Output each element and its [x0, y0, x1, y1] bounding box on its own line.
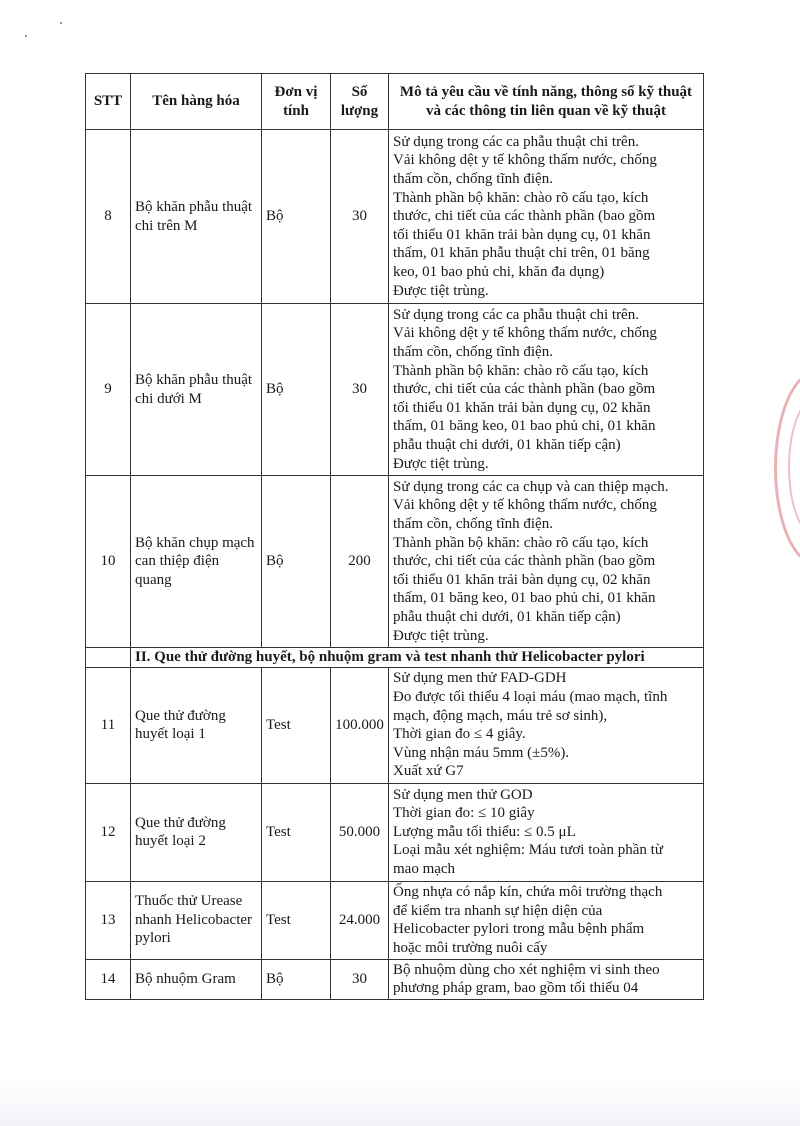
desc-line: thấm, 01 băng keo, 01 bao phủ chi, 01 khăn: [393, 590, 656, 607]
desc-line: thấm cồn, chống tĩnh điện.: [393, 171, 553, 188]
desc-line: phương pháp gram, bao gồm tối thiểu 04: [393, 980, 639, 997]
header-stt: STT: [86, 74, 131, 130]
row-qty: 50.000: [331, 783, 389, 881]
table-row: [86, 667, 704, 783]
row-name: Bộ nhuộm Gram: [131, 959, 262, 999]
desc-line: thấm, 01 băng keo, 01 bao phủ chi, 01 khăn: [393, 418, 656, 435]
desc-line: Ống nhựa có nắp kín, chứa môi trường thạch: [393, 883, 663, 900]
desc-line: Được tiệt trùng.: [393, 455, 489, 472]
desc-line: thước, chi tiết của các thành phần (bao gồm: [393, 553, 656, 570]
table-row: [86, 959, 704, 999]
row-name: Thuốc thử Urease nhanh Helicobacter pylori: [131, 881, 262, 959]
row-stt: 12: [86, 783, 131, 881]
desc-line: Được tiệt trùng.: [393, 282, 489, 299]
desc-line: Lượng mẫu tối thiểu: ≤ 0.5 μL: [393, 823, 576, 840]
row-qty: 30: [331, 304, 389, 476]
specification-table: [85, 73, 704, 1000]
row-stt: 8: [86, 130, 131, 304]
desc-line: Sử dụng trong các ca chụp và can thiệp mạch.: [393, 478, 669, 495]
row-description: [389, 667, 704, 783]
row-stt: 13: [86, 881, 131, 959]
row-name: Bộ khăn phẫu thuật chi dưới M: [131, 304, 262, 476]
desc-line: Được tiệt trùng.: [393, 627, 489, 644]
desc-line: Thành phần bộ khăn: chào rõ cấu tạo, kích: [393, 534, 649, 551]
desc-line: thấm cồn, chống tĩnh điện.: [393, 344, 553, 361]
desc-line: Vải không dệt y tế không thấm nước, chống: [393, 497, 657, 514]
row-stt: 14: [86, 959, 131, 999]
table-row: [86, 304, 704, 476]
row-description: [389, 130, 704, 304]
row-stt: 11: [86, 667, 131, 783]
desc-line: Vùng nhận máu 5mm (±5%).: [393, 744, 570, 761]
row-qty: 24.000: [331, 881, 389, 959]
desc-line: Helicobacter pylori trong mẫu bệnh phẩm: [393, 921, 645, 938]
header-unit: Đơn vị tính: [262, 74, 331, 130]
row-qty: 30: [331, 959, 389, 999]
row-stt: 9: [86, 304, 131, 476]
row-stt: 10: [86, 476, 131, 648]
row-unit: Test: [262, 783, 331, 881]
table-row: [86, 476, 704, 648]
row-name: Que thử đường huyết loại 1: [131, 667, 262, 783]
section-title: II. Que thử đường huyết, bộ nhuộm gram và test nhanh thử Helicobacter pylori: [131, 648, 704, 668]
desc-line: keo, 01 bao phủ chi, khăn đa dụng): [393, 263, 605, 280]
desc-line: tối thiểu 01 khăn trải bàn dụng cụ, 02 khăn: [393, 571, 651, 588]
row-description: [389, 476, 704, 648]
desc-line: tối thiểu 01 khăn trải bàn dụng cụ, 02 khăn: [393, 399, 651, 416]
desc-line: phẫu thuật chi dưới, 01 khăn tiếp cận): [393, 608, 621, 625]
desc-line: Loại mẫu xét nghiệm: Máu tươi toàn phần từ: [393, 842, 663, 859]
desc-line: Thành phần bộ khăn: chào rõ cấu tạo, kích: [393, 189, 649, 206]
page-bottom-tint: [0, 1076, 800, 1126]
desc-line: thước, chi tiết của các thành phần (bao gồm: [393, 381, 656, 398]
row-unit: Bộ: [262, 476, 331, 648]
table-row: [86, 783, 704, 881]
row-unit: Bộ: [262, 304, 331, 476]
desc-line: phẫu thuật chi dưới, 01 khăn tiếp cận): [393, 436, 621, 453]
desc-line: Thời gian đo: ≤ 10 giây: [393, 805, 535, 822]
row-description: [389, 304, 704, 476]
row-qty: 100.000: [331, 667, 389, 783]
desc-line: Sử dụng trong các ca phẫu thuật chi trên.: [393, 306, 639, 323]
desc-line: Sử dụng trong các ca phẫu thuật chi trên.: [393, 133, 639, 150]
desc-line: Sử dụng men thử FAD-GDH: [393, 670, 567, 687]
desc-line: để kiểm tra nhanh sự hiện diện của: [393, 902, 603, 919]
table-row: [86, 881, 704, 959]
header-desc: Mô tả yêu cầu về tính năng, thông số kỹ thuật và các thông tin liên quan về kỹ thuật: [389, 74, 704, 130]
desc-line: Thành phần bộ khăn: chào rõ cấu tạo, kích: [393, 362, 649, 379]
row-unit: Bộ: [262, 959, 331, 999]
scan-speck: [60, 22, 62, 24]
header-name: Tên hàng hóa: [131, 74, 262, 130]
desc-line: thấm cồn, chống tĩnh điện.: [393, 516, 553, 533]
row-name: Que thử đường huyết loại 2: [131, 783, 262, 881]
desc-line: thước, chi tiết của các thành phần (bao gồm: [393, 208, 656, 225]
desc-line: Đo được tối thiểu 4 loại máu (mao mạch, tĩnh: [393, 688, 668, 705]
table-row: [86, 130, 704, 304]
desc-line: Thời gian đo ≤ 4 giây.: [393, 726, 526, 743]
desc-line: Xuất xứ G7: [393, 763, 464, 780]
row-description: [389, 783, 704, 881]
desc-line: hoặc môi trường nuôi cấy: [393, 939, 548, 956]
desc-line: mao mạch: [393, 860, 456, 877]
row-qty: 200: [331, 476, 389, 648]
desc-line: mạch, động mạch, máu trẻ sơ sinh),: [393, 707, 608, 724]
row-unit: Test: [262, 667, 331, 783]
section-stt-cell: [86, 648, 131, 668]
table-header-row: [86, 74, 704, 130]
row-description: [389, 881, 704, 959]
row-description: [389, 959, 704, 999]
desc-line: Bộ nhuộm dùng cho xét nghiệm vi sinh theo: [393, 961, 660, 978]
desc-line: tối thiểu 01 khăn trải bàn dụng cụ, 01 khăn: [393, 226, 651, 243]
row-qty: 30: [331, 130, 389, 304]
header-qty: Số lượng: [331, 74, 389, 130]
desc-line: Vải không dệt y tế không thấm nước, chống: [393, 325, 657, 342]
row-name: Bộ khăn phẫu thuật chi trên M: [131, 130, 262, 304]
row-unit: Bộ: [262, 130, 331, 304]
row-name: Bộ khăn chụp mạch can thiệp điện quang: [131, 476, 262, 648]
desc-line: Vải không dệt y tế không thấm nước, chống: [393, 152, 657, 169]
section-row: [86, 648, 704, 668]
scan-speck: [25, 35, 27, 37]
desc-line: Sử dụng men thử GOD: [393, 786, 533, 803]
row-unit: Test: [262, 881, 331, 959]
desc-line: thấm, 01 khăn phẫu thuật chi trên, 01 băng: [393, 245, 650, 262]
